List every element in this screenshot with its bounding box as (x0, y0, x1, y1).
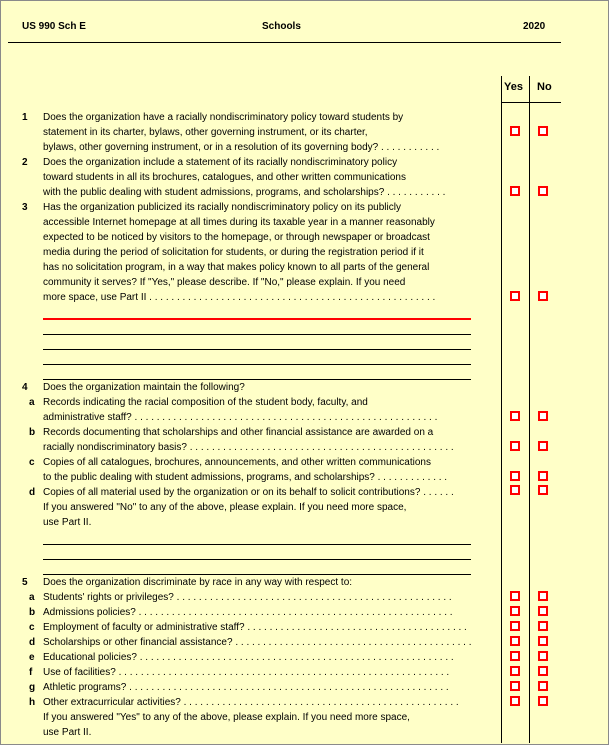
q4-intro: Does the organization maintain the following? (43, 382, 245, 393)
q5b-yes-checkbox[interactable] (510, 606, 520, 616)
q2-no-checkbox[interactable] (538, 186, 548, 196)
col-divider-mid (529, 76, 530, 743)
q4a-yes-checkbox[interactable] (510, 411, 520, 421)
q5c-yes-checkbox[interactable] (510, 621, 520, 631)
q4b-letter: b (29, 427, 36, 438)
q1-line-3: bylaws, other governing instrument, or in a resolution of its governing body? . . . . . . . . . . . (43, 142, 440, 153)
form-year: 2020 (523, 21, 546, 32)
q5a-text: Students' rights or privileges? . . . . . . . . . . . . . . . . . . . . . . . . . . . . . . . . . . . . . . . . . . . . . . . . . . (43, 592, 452, 603)
no-column-header: No (537, 81, 552, 93)
q5h-letter: h (29, 697, 36, 708)
q3-line-4: media during the period of solicitation for students, or during the registration period if it (43, 247, 424, 258)
q5b-letter: b (29, 607, 36, 618)
q1-line-1: Does the organization have a racially nondiscriminatory policy toward students by (43, 112, 404, 123)
q5e-no-checkbox[interactable] (538, 651, 548, 661)
q3-answer-line-2 (43, 334, 471, 335)
q1-yes-checkbox[interactable] (510, 126, 520, 136)
q5a-yes-checkbox[interactable] (510, 591, 520, 601)
q2-line-3: with the public dealing with student admissions, programs, and scholarships? . . . . . . . . . . . (43, 187, 446, 198)
q5b-text: Admissions policies? . . . . . . . . . . . . . . . . . . . . . . . . . . . . . . . . . . . . . . . . . . . . . . . . . . . . . . . . . (43, 607, 453, 618)
q5d-no-checkbox[interactable] (538, 636, 548, 646)
q5c-no-checkbox[interactable] (538, 621, 548, 631)
q4d-no-checkbox[interactable] (538, 485, 548, 495)
q4c-line-2: to the public dealing with student admissions, programs, and scholarships? . . . . . . . . . . . . . (43, 472, 448, 483)
q1-line-2: statement in its charter, bylaws, other governing instrument, or its charter, (43, 127, 368, 138)
q2-yes-checkbox[interactable] (510, 186, 520, 196)
header-rule (8, 42, 561, 43)
q4-explain-line-1: If you answered "No" to any of the above, please explain. If you need more space, (43, 502, 407, 513)
q3-line-6: community it serves? If "Yes," please describe. If "No," please explain. If you need (43, 277, 406, 288)
q4b-line-2: racially nondiscriminatory basis? . . . . . . . . . . . . . . . . . . . . . . . . . . . . . . . . . . . . . . . . . . . . . . . . (43, 442, 454, 453)
q5a-no-checkbox[interactable] (538, 591, 548, 601)
q5a-letter: a (29, 592, 35, 603)
q3-line-5: has no solicitation program, in a way that makes policy known to all parts of the general (43, 262, 430, 273)
q4b-yes-checkbox[interactable] (510, 441, 520, 451)
q5d-text: Scholarships or other financial assistance? . . . . . . . . . . . . . . . . . . . . . . . . . . . . . . . . . . . . . . . . . . . (43, 637, 472, 648)
q5c-letter: c (29, 622, 35, 633)
q4-explain-line-2: use Part II. (43, 517, 92, 528)
q2-number: 2 (22, 157, 28, 168)
column-header-rule (501, 102, 561, 103)
q3-answer-line-5 (43, 379, 471, 380)
q5-explain-line-2: use Part II. (43, 727, 92, 738)
q5f-letter: f (29, 667, 33, 678)
form-title: Schools (262, 21, 301, 32)
q3-no-checkbox[interactable] (538, 291, 548, 301)
q5g-letter: g (29, 682, 36, 693)
q4-answer-line-3 (43, 574, 471, 575)
q4a-line-2: administrative staff? . . . . . . . . . . . . . . . . . . . . . . . . . . . . . . . . . . . . . . . . . . . . . . . . . . . . . . . (43, 412, 438, 423)
q5h-no-checkbox[interactable] (538, 696, 548, 706)
q5-explain-line-1: If you answered "Yes" to any of the above, please explain. If you need more space, (43, 712, 410, 723)
q3-answer-line-3 (43, 349, 471, 350)
q4b-no-checkbox[interactable] (538, 441, 548, 451)
q4c-line-1: Copies of all catalogues, brochures, announcements, and other written communications (43, 457, 431, 468)
q5f-no-checkbox[interactable] (538, 666, 548, 676)
q3-answer-line-1 (43, 318, 471, 320)
form-id: US 990 Sch E (22, 21, 86, 32)
q3-line-3: expected to be noticed by visitors to the homepage, or through newspaper or broadcast (43, 232, 430, 243)
q4c-letter: c (29, 457, 35, 468)
q5e-text: Educational policies? . . . . . . . . . . . . . . . . . . . . . . . . . . . . . . . . . . . . . . . . . . . . . . . . . . . . . . . . . (43, 652, 454, 663)
q4-number: 4 (22, 382, 28, 393)
q4c-yes-checkbox[interactable] (510, 471, 520, 481)
q1-number: 1 (22, 112, 28, 123)
q5b-no-checkbox[interactable] (538, 606, 548, 616)
q5d-letter: d (29, 637, 36, 648)
q4-explanation-field[interactable] (43, 544, 471, 576)
q3-line-1: Has the organization publicized its racially nondiscriminatory policy on its publicly (43, 202, 401, 213)
q3-line-2: accessible Internet homepage at all times during its taxable year in a manner reasonably (43, 217, 435, 228)
q4d-line-1: Copies of all material used by the organization or on its behalf to solicit contributions? . . . . . . (43, 487, 454, 498)
q5f-yes-checkbox[interactable] (510, 666, 520, 676)
q4b-line-1: Records documenting that scholarships and other financial assistance are awarded on a (43, 427, 434, 438)
q4a-line-1: Records indicating the racial composition of the student body, faculty, and (43, 397, 368, 408)
q2-line-1: Does the organization include a statement of its racially nondiscriminatory policy (43, 157, 398, 168)
q5-intro: Does the organization discriminate by race in any way with respect to: (43, 577, 353, 588)
q5h-yes-checkbox[interactable] (510, 696, 520, 706)
q4d-letter: d (29, 487, 36, 498)
q5e-yes-checkbox[interactable] (510, 651, 520, 661)
q4a-letter: a (29, 397, 35, 408)
q3-answer-line-4 (43, 364, 471, 365)
col-divider-left (501, 76, 502, 743)
q1-no-checkbox[interactable] (538, 126, 548, 136)
q3-number: 3 (22, 202, 28, 213)
q5g-no-checkbox[interactable] (538, 681, 548, 691)
q5h-text: Other extracurricular activities? . . . . . . . . . . . . . . . . . . . . . . . . . . . . . . . . . . . . . . . . . . . . . . . . . . (43, 697, 459, 708)
q5d-yes-checkbox[interactable] (510, 636, 520, 646)
q4c-no-checkbox[interactable] (538, 471, 548, 481)
q4a-no-checkbox[interactable] (538, 411, 548, 421)
q4d-yes-checkbox[interactable] (510, 485, 520, 495)
q5c-text: Employment of faculty or administrative staff? . . . . . . . . . . . . . . . . . . . . . . . . . . . . . . . . . . . . . . . . (43, 622, 467, 633)
q5g-text: Athletic programs? . . . . . . . . . . . . . . . . . . . . . . . . . . . . . . . . . . . . . . . . . . . . . . . . . . . . . . . . . . (43, 682, 449, 693)
q5-number: 5 (22, 577, 28, 588)
q4-answer-line-1 (43, 544, 471, 545)
q5g-yes-checkbox[interactable] (510, 681, 520, 691)
q4-answer-line-2 (43, 559, 471, 560)
q3-line-7: more space, use Part II . . . . . . . . . . . . . . . . . . . . . . . . . . . . . . . . . . . . . . . . . . . . . . . . . . . . (43, 292, 436, 303)
q5f-text: Use of facilities? . . . . . . . . . . . . . . . . . . . . . . . . . . . . . . . . . . . . . . . . . . . . . . . . . . . . . . . . . . . . (43, 667, 450, 678)
q3-yes-checkbox[interactable] (510, 291, 520, 301)
q5e-letter: e (29, 652, 35, 663)
yes-column-header: Yes (504, 81, 523, 93)
q2-line-2: toward students in all its brochures, catalogues, and other written communications (43, 172, 406, 183)
